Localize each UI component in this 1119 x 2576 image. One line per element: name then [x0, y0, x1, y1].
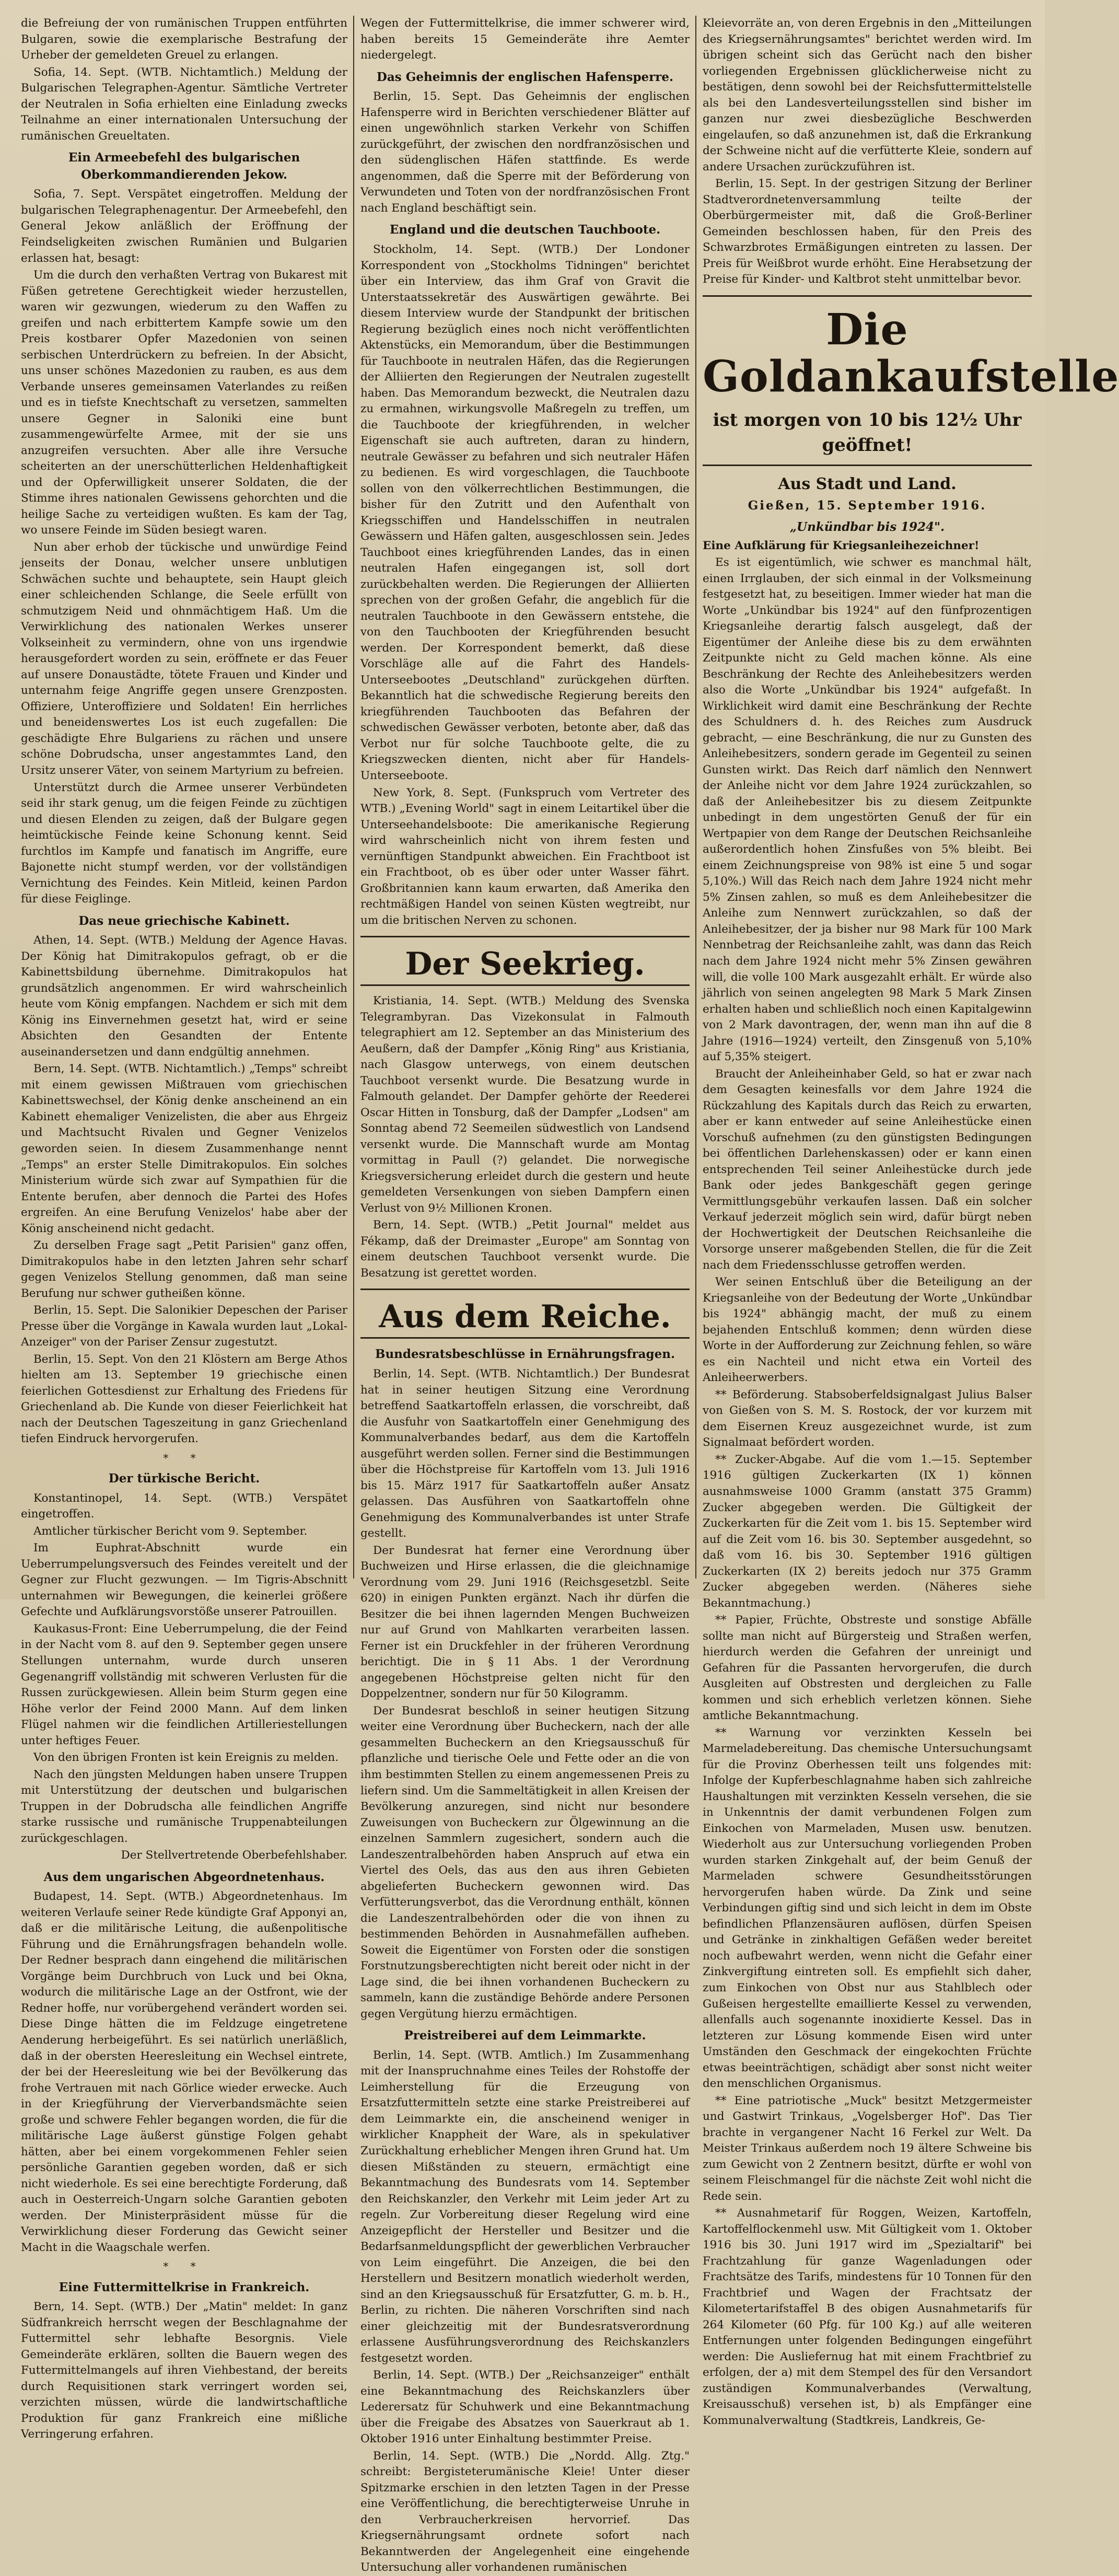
paragraph: ** Eine patriotische „Muck" besitzt Metzgermeister und Gastwirt Trinkaus, „Vogelsberger Hof". Das Tier brachte in vergangener Nacht 16 Ferkel zur Welt. Da Meister Trinkaus außerdem noch 19 ältere Schweine bis zum Gewicht von 2 Zentnern besitzt, dürfte er wohl von seinem Fleischmangel für die nächste Zeit wohl nicht die Rede sein. — [703, 2094, 1032, 2203]
paragraph: Amtlicher türkischer Bericht vom 9. September. — [33, 1524, 308, 1538]
column-rule — [353, 16, 354, 1579]
paragraph: ** Beförderung. Stabsoberfeldsignalgast Julius Balser von Gießen von S. M. S. Rostock, der vor kurzem mit dem Eisernen Kreuz ausgezeichnet wurde, ist zum Signalmaat befördert worden. — [703, 1388, 1032, 1449]
paragraph: Berlin, 14. Sept. (WTB. Nichtamtlich.) Der Bundesrat hat in seiner heutigen Sitzung eine Verordnung betreffend Saatkartoffeln erlassen, die vorschreibt, daß die Ausfuhr von Saatkartoffeln einer Genehmigung des Kommunalverbandes bedarf, aus dem die Kartoffeln ausgeführt werden sollen. Ferner sind die Bestimmungen über die Höchstpreise für Kartoffeln vom 13. Juli 1916 bis 15. März 1917 für Saatkartoffeln außer Ansatz gelassen. Das Ausführen von Saatkartoffeln ohne Genehmigung des Kommunalverbandes ist unter Strafe gestellt. — [360, 1367, 690, 1540]
column-rule — [695, 16, 696, 1579]
paragraph: Kaukasus-Front: Eine Ueberrumpelung, die der Feind in der Nacht vom 8. auf den 9. September gegen unsere Stellungen unternahm, wurde durch unseren Gegenangriff vollständig mit schweren Verlusten für die Russen zurückgewiesen. Allein beim Sturm gegen eine Höhe verlor der Feind 2000 Mann. Auf dem linken Flügel nahmen wir die feindlichen Artilleriestellungen unter heftiges Feuer. — [21, 1622, 347, 1747]
paragraph: Berlin, 14. Sept. (WTB.) Der „Reichsanzeiger" enthält eine Bekanntmachung des Reichskanzlers über Lederersatz für Schuhwerk und eine Bekanntmachung über die Freigabe des Absatzes von Sauerkraut ab 1. Oktober 1916 unter Einhaltung bestimmter Preise. — [360, 2369, 690, 2446]
headline: Das neue griechische Kabinett. — [78, 913, 290, 928]
paragraph: ** Zucker-Abgabe. Auf die vom 1.—15. September 1916 gültigen Zuckerkarten (IX 1) können ausnahmsweise 1000 Gramm (anstatt 375 Gramm) Zucker abgegeben werden. Die Gültigkeit der Zuckerkarten für die Zeit vom 1. bis 15. September wird auf die Zeit vom 16. bis 30. September ausgedehnt, so daß vom 16. bis 30. September 1916 gültigen Zuckerkarten (IX 2) bereits jedoch nur 375 Gramm Zucker abgegeben werden. (Näheres siehe Bekanntmachung.) — [703, 1453, 1032, 1610]
headline: England und die deutschen Tauchboote. — [389, 223, 661, 237]
advertisement — [703, 295, 1119, 466]
paragraph: Athen, 14. Sept. (WTB.) Meldung der Agence Havas. Der König hat Dimitrakopulos gefragt, ob er die Kabinettsbildung übernehme. Dimitrakopulos hat grundsätzlich angenommen. Er wird wahrscheinlich heute vom König empfangen. Nachdem er sich mit dem König ins Einvernehmen gesetzt hat, wird er seine Absichten den Gesandten der Entente auseinandersetzen und dann endgültig annehmen. — [21, 934, 347, 1059]
paragraph: Konstantinopel, 14. Sept. (WTB.) Verspätet eingetroffen. — [21, 1491, 347, 1521]
section-title: Aus Stadt und Land. — [778, 474, 957, 493]
paragraph: Berlin, 14. Sept. (WTB. Amtlich.) Im Zusammenhang mit der Inanspruchnahme eines Teiles der Rohstoffe der Leimherstellung für die Erzeugung von Ersatzfuttermitteln setzte eine starke Preistreiberei auf dem Leimmarkte ein, die anscheinend weniger in wirklicher Knappheit der Ware, als in spekulativer Zurückhaltung erheblicher Mengen ihren Grund hat. Um diesen Mißständen zu steuern, ermächtigt eine Bekanntmachung des Bundesrats vom 14. September den Reichskanzler, den Verkehr mit Leim jeder Art zu regeln. Zur Vorbereitung dieser Regelung wird eine Anzeigepflicht der Hersteller und Besitzer und die Bedarfsanmeldungspflicht der gewerblichen Verbraucher von Leim eingeführt. Die Anzeigen, die bei den Herstellern und Besitzern monatlich wiederholt werden, sind an den Kriegsausschuß für Ersatzfutter, G. m. b. H., Berlin, zu richten. Die näheren Vorschriften sind nach einer gleichzeitig mit der Bundesratsverordnung erlassene Ausführungsverordnung des Reichskanzlers festgesetzt worden. — [360, 2048, 690, 2365]
paragraph: Der Bundesrat hat ferner eine Verordnung über Buchweizen und Hirse erlassen, die die gleichnamige Verordnung vom 29. Juni 1916 (Reichsgesetzbl. Seite 620) in einigen Punkten ergänzt. Nach ihr dürfen die Besitzer die bei ihnen lagernden Mengen Buchweizen nur auf Grund von Mahlkarten verarbeiten lassen. Ferner ist ein Druckfehler in der früheren Verordnung berichtigt. Die in § 11 Abs. 1 der Verordnung angegebenen Höchstpreise gelten nicht für den Doppelzentner, sondern nur für 50 Kilogramm. — [360, 1544, 690, 1701]
paragraph: New York, 8. Sept. (Funkspruch vom Vertreter des WTB.) „Evening World" sagt in einem Leitartikel über die Unterseehandelsboote: Die amerikanische Regierung wird wahrscheinlich nicht von ihrem festen und vernünftigen Standpunkt abweichen. Ein Frachtboot ist ein Frachtboot, ob es über oder unter Wasser fährt. Großbritannien kann kaum erwarten, daß Amerika den rechtmäßigen Handel von seinen Küsten wegtreibt, nur um die britischen Nerven zu schonen. — [360, 786, 690, 927]
paragraph: Um die durch den verhaßten Vertrag von Bukarest mit Füßen getretene Gerechtigkeit wieder herzustellen, waren wir gezwungen, wiederum zu den Waffen zu greifen und nach erbittertem Kampfe sowie um den Preis kostbarer Opfer Mazedonien von seinen serbischen Unterdrückern zu befreien. In der Absicht, uns unser schönes Mazedonien zu rauben, es aus dem Verbande unseres gemeinsamen Vaterlandes zu reißen und es in tiefste Knechtschaft zu versetzen, sammelten unsere Gegner in Saloniki eine bunt zusammengewürfelte Armee, mit der sie uns anzugreifen versuchten. Aber alle ihre Versuche scheiterten an der unerschütterlichen Heldenhaftigkeit und der Opferwilligkeit unserer Soldaten, die der Stimme ihres nationalen Gewissens gehorchten und die heilige Sache zu verteidigen wußten. Es kam der Tag, wo unsere Feinde im Süden besiegt waren. — [21, 269, 347, 537]
headline: Ein Armeebefehl des bulgarischen Oberkommandierenden Jekow. — [68, 150, 300, 182]
paragraph: die Befreiung der von rumänischen Truppen entführten Bulgaren, sowie die exemplarische Bestrafung der Urheber der gemeldeten Greuel zu erlangen. — [21, 17, 347, 62]
paragraph: Braucht der Anleiheinhaber Geld, so hat er zwar nach dem Gesagten keinesfalls vor dem Jahre 1924 die Rückzahlung des Kapitals durch das Reich zu erwarten, aber er kann entweder auf seine Anleihestücke einen Vorschuß aufnehmen (zu den günstigsten Bedingungen bei öffentlichen Darlehenskassen) oder er kann einen entsprechenden Teil seiner Anleihestücke durch jede Bank oder jedes Bankgeschäft gegen geringe Vermittlungsgebühr verkaufen lassen. Daß ein solcher Verkauf jederzeit möglich sein wird, dafür bürgt neben der Hochwertigkeit der Deutschen Reichsanleihe die Vorsorge unserer maßgebenden Stellen, die für die Zeit nach dem Friedensschlusse getroffen werden. — [703, 1067, 1032, 1272]
headline: Bundesratsbeschlüsse in Ernährungsfragen. — [375, 1347, 675, 1362]
ad-subtitle: ist morgen von 10 bis 12½ Uhr geöffnet! — [713, 410, 1022, 456]
paragraph: Berlin, 15. Sept. Das Geheimnis der englischen Hafensperre wird in Berichten verschiedener Blätter auf einen ungewöhnlich starken Verkehr von Schiffen zurückgeführt, der zwischen den nordfranzösischen und den südenglischen Häfen stattfinde. Es werde angenommen, daß die Sperre mit der Beförderung von Verwundeten und Toten von der nordfranzösischen Front nach England beschäftigt sein. — [360, 90, 690, 215]
paragraph: Nun aber erhob der tückische und unwürdige Feind jenseits der Donau, welcher unsere unblutigen Schwächen suchte und behauptete, sein Haupt gleich einer schleichenden Schlange, die Seele erfüllt von schmutzigem Neid und ohnmächtigem Haß. Um die Verwirklichung des nationalen Werkes unserer Volkseinheit zu vermindern, ohne von uns irgendwie herausgefordert worden zu sein, eröffnete er das Feuer auf unsere Donaustädte, tötete Frauen und Kinder und unternahm feige Angriffe gegen unsere Grenzposten. Offiziere, Unteroffiziere und Soldaten! Ein herrliches und beneidenswertes Los ist euch zugefallen: Die geschädigte Ehre Bulgariens zu rächen und unsere schöne Dobrudscha, unser angestammtes Land, den Ursitz unserer Väter, von seinem Martyrium zu befreien. — [21, 540, 347, 777]
headline: Das Geheimnis der englischen Hafensperre. — [376, 69, 674, 84]
section-title: Aus dem Reiche. — [379, 1298, 671, 1336]
paragraph: Kleievorräte an, von deren Ergebnis in den „Mitteilungen des Kriegsernährungsamtes" berichtet werden wird. Im übrigen scheint sich das Gerücht nach den bisher vorliegenden Ergebnissen glücklicherweise nicht zu bestätigen, denn sowohl bei der Reichsfuttermittelstelle als bei den Landesverteilungsstellen sind bisher im ganzen nur zwei diesbezügliche Beschwerden eingelaufen, so daß anzunehmen ist, daß die Erkrankung der Schweine nicht auf die verfütterte Kleie, sondern auf andere Ursachen zurückzuführen ist. — [703, 17, 1032, 173]
paragraph: Sofia, 14. Sept. (WTB. Nichtamtlich.) Meldung der Bulgarischen Telegraphen-Agentur. Sämtliche Vertreter der Neutralen in Sofia erhielten eine Einladung zwecks Teilnahme an einer internationalen Untersuchung der rumänischen Greueltaten. — [21, 65, 347, 143]
paragraph: Der Bundesrat beschloß in seiner heutigen Sitzung weiter eine Verordnung über Bucheckern, nach der alle gesammelten Bucheckern an den Kriegsausschuß für pflanzliche und tierische Oele und Fette oder an die von ihm bestimmten Stellen zu einem angemessenen Preis zu liefern sind. Um die Sammeltätigkeit in allen Kreisen der Bevölkerung anzuregen, sind nicht nur besondere Zuweisungen von Bucheckern zur Ölgewinnung an die einzelnen Sammlern zugesichert, sondern auch die Landeszentralbehörden haben Anspruch auf etwa ein Viertel des Oels, das aus den aus ihren Gebieten abgelieferten Bucheckern gewonnen wird. Das Verfütterungsverbot, das die Verordnung enthält, können die Landeszentralbehörden oder die von ihnen zu bestimmenden Behörden in Ausnahmefällen aufheben. Soweit die Eigentümer von Forsten oder die sonstigen Forstnutzungsberechtigten nicht bereit oder nicht in der Lage sind, die bei ihnen vorhandenen Bucheckern zu sammeln, kann die zuständige Behörde andere Personen gegen Vergütung hierzu ermächtigen. — [360, 1704, 690, 2021]
paragraph: Von den übrigen Fronten ist kein Ereignis zu melden. — [33, 1751, 339, 1765]
headline: Preistreiberei auf dem Leimmarkte. — [404, 2028, 646, 2043]
paragraph: Unterstützt durch die Armee unserer Verbündeten seid ihr stark genug, um die feigen Feinde zu züchtigen und diesen Elenden zu zeigen, daß der Bulgare gegen heimtückische Feinde keine Schonung kennt. Seid furchtlos im Kampfe und fanatisch im Angriffe, eure Bajonette nicht stumpf werden, vor der vollständigen Vernichtung des Feindes. Kein Mitleid, keinen Pardon für diese Feiglinge. — [21, 781, 347, 906]
ad-title: Die Goldankaufstelle — [703, 304, 1119, 402]
column-2 — [360, 16, 690, 2574]
paragraph: Kristiania, 14. Sept. (WTB.) Meldung des Svenska Telegrambyran. Das Vizekonsulat in Falmouth telegraphiert am 12. September an das Ministerium des Aeußern, daß der Dampfer „König Ring" aus Kristiania, nach Glasgow unterwegs, von einem deutschen Tauchboot versenkt wurde. Die Besatzung wurde in Falmouth gelandet. Der Dampfer gehörte der Reederei Oscar Hitten in Tonsburg, daß der Dampfer „Lodsen" am Sonntag abend 72 Seemeilen südwestlich von Landsend versenkt wurde. Die Mannschaft wurde am Montag vormittag in Paull (?) gelandet. Die norwegische Kriegsversicherung erleidet durch die gestern und heute gemeldeten Versenkungen von sieben Dampfern einen Verlust von 9½ Millionen Kronen. — [360, 994, 690, 1215]
paragraph: Im Euphrat-Abschnitt wurde ein Ueberrumpelungsversuch des Feindes vereitelt und der Gegner zur Flucht gezwungen. — Im Tigris-Abschnitt unternahmen wir Bewegungen, die keinerlei größere Gefechte und Aufklärungsvorstöße unserer Patrouillen. — [21, 1541, 347, 1619]
dateline: Gießen, 15. September 1916. — [748, 498, 987, 513]
section-banner — [360, 1289, 690, 1339]
headline: „Unkündbar bis 1924". — [789, 519, 945, 534]
paragraph: Zu derselben Frage sagt „Petit Parisien" ganz offen, Dimitrakopulos habe in den letzten Jahren sehr scharf gegen Venizelos Stellung genommen, daß man seine Berufung nur schwer gutheißen könne. — [21, 1239, 347, 1300]
paragraph: Berlin, 14. Sept. (WTB.) Die „Nordd. Allg. Ztg." schreibt: Bergisteterumänische Kleie! Unter dieser Spitzmarke erschien in den letzten Tagen in der Presse eine Veröffentlichung, die berechtigterweise Unruhe in den Verbraucherkreisen hervorrief. Das Kriegsernährungsamt ordnete sofort nach Bekanntwerden der Angelegenheit eine eingehende Untersuchung aller vorhandenen rumänischen — [360, 2449, 690, 2574]
paragraph: Bern, 14. Sept. (WTB.) Der „Matin" meldet: In ganz Südfrankreich herrscht wegen der Beschlagnahme der Futtermittel sehr lebhafte Besorgnis. Viele Gemeinderäte erklären, sollten die Bauern wegen des Futtermittelmangels auf ihren Viehbestand, der bereits durch Requisitionen stark verringert worden sei, verzichten müssen, würde die landwirtschaftliche Produktion für ganz Frankreich eine mißliche Verringerung erfahren. — [21, 2300, 347, 2441]
paragraph: Wegen der Futtermittelkrise, die immer schwerer wird, haben bereits 15 Gemeinderäte ihre Aemter niedergelegt. — [360, 17, 690, 62]
paragraph: Der Stellvertretende Oberbefehlshaber. — [121, 1849, 347, 1862]
paragraph: Eine Aufklärung für Kriegsanleihezeichner! — [703, 539, 980, 552]
column-1 — [21, 16, 347, 2441]
paragraph: Sofia, 7. Sept. Verspätet eingetroffen. Meldung der bulgarischen Telegraphenagentur. Der Armeebefehl, den General Jekow anläßlich der Eröffnung der Feindseligkeiten zwischen Rumänien und Bulgarien erlassen hat, besagt: — [21, 188, 347, 265]
paragraph: Nach den jüngsten Meldungen haben unsere Truppen mit Unterstützung der deutschen und bulgarischen Truppen in der Dobrudscha alle feindlichen Angriffe starke russische und rumänische Truppenabteilungen zurückgeschlagen. — [21, 1768, 347, 1845]
separator: * * — [163, 2260, 205, 2273]
section-banner — [360, 936, 690, 986]
paragraph: Stockholm, 14. Sept. (WTB.) Der Londoner Korrespondent von „Stockholms Tidningen" berichtet über ein Interview, das ihm Graf von Gravit die Unterstaatssekretär des Auswärtigen gewährte. Bei diesem Interview wurde der Standpunkt der britischen Regierung bezüglich eines noch nicht veröffentlichten Aktenstücks, ein Memorandum, über die Bestimmungen für Tauchboote in neutralen Häfen, das die Regierungen der Alliierten den Regierungen der Neutralen zugestellt haben. Das Memorandum bezweckt, die Neutralen dazu zu ermahnen, wirkungsvolle Maßregeln zu treffen, um die Tauchboote der kriegführenden, in welcher Eigenschaft sie auch auftreten, daran zu hindern, neutrale Gewässer zu befahren und sich neutraler Häfen zu bedienen. Es wird vorgeschlagen, die Tauchboote sollen von den völkerrechtlichen Bestimmungen, die bisher für den Zutritt und den Aufenthalt von Kriegsschiffen und Handelsschiffen in neutralen Gewässern und Häfen galten, ausgeschlossen sein. Jedes Tauchboot eines kriegführenden Landes, das in einen neutralen Hafen eingegangen ist, soll dort zurückbehalten werden. Die Regierungen der Alliierten sprechen von der großen Gefahr, die angeblich für die neutralen Tauchboote in den Gewässern entstehe, die von den Tauchbooten der Kriegführenden besucht werden. Der Korrespondent bemerkt, daß diese Vorschläge alle auf die Fahrt des Handels-Unterseebootes „Deutschland" zurückgehen dürften. Bekanntlich hat die schwedische Regierung bereits den kriegführenden Tauchbooten das Befahren der schwedischen Gewässer verboten, betonte aber, daß das Verbot nur für solche Tauchboote gelte, die zu Kriegszwecken dienten, nicht aber für Handels-Unterseeboote. — [360, 242, 690, 782]
paragraph: Berlin, 15. Sept. Die Salonikier Depeschen der Pariser Presse über die Vorgänge in Kawala wurden laut „Lokal-Anzeiger" von der Pariser Zensur zugestutzt. — [21, 1304, 347, 1349]
headline: Der türkische Bericht. — [108, 1471, 260, 1486]
paragraph: Bern, 14. Sept. (WTB. Nichtamtlich.) „Temps" schreibt mit einem gewissen Mißtrauen vom griechischen Kabinettswechsel, der König denke anscheinend an ein Kabinett ehemaliger Venizelisten, die aber aus Ehrgeiz und Machtsucht Rivalen und Gegner Venizelos geworden seien. In diesem Zusammenhange nennt „Temps" an erster Stelle Dimitrakopulos. Ein solches Ministerium würde sich zwar auf Sympathien für die Entente berufen, aber dennoch die Partei des Hofes ergreifen. An eine Berufung Venizelos' habe aber der König anscheinend nicht gedacht. — [21, 1062, 347, 1235]
paragraph: Berlin, 15. Sept. In der gestrigen Sitzung der Berliner Stadtverordnetenversammlung teilte der Oberbürgermeister mit, daß die Groß-Berliner Gemeinden beschlossen haben, für den Preis des Schwarzbrotes Ermäßigungen eintreten zu lassen. Der Preis für Weißbrot wurde erhöht. Eine Herabsetzung der Preise für Kinder- und Kaltbrot steht unmittelbar bevor. — [703, 177, 1032, 286]
section-title: Der Seekrieg. — [405, 946, 645, 983]
paragraph: ** Papier, Früchte, Obstreste und sonstige Abfälle sollte man nicht auf Bürgersteig und Straßen werfen, hierdurch werden die Gefahren der unreinigt und Gefahren für die Passanten hervorgerufen, die durch Ausgleiten auf Obstresten und dergleichen zu Falle kommen und sich erheblich verletzen können. Siehe amtliche Bekanntmachung. — [703, 1614, 1032, 1723]
headline: Aus dem ungarischen Abgeordnetenhaus. — [43, 1870, 325, 1884]
paragraph: Budapest, 14. Sept. (WTB.) Abgeordnetenhaus. Im weiteren Verlaufe seiner Rede kündigte Graf Apponyi an, daß er die militärische Leitung, die außenpolitische Führung und die Ernährungsfragen behandeln wolle. Der Redner besprach dann eingehend die militärischen Vorgänge beim Durchbruch von Luck und bei Okna, wodurch die militärische Lage an der Ostfront, wie der Redner hoffe, nur vorübergehend verändert worden sei. Diese Dinge hätten die im Feldzuge eingetretene Aenderung herbeigeführt. Es sei natürlich unerläßlich, daß in der obersten Heeresleitung ein Wechsel eintrete, der bei der Heeresleitung wie bei der Bevölkerung das frohe Vertrauen mit nach Görlice wieder erwecke. Auch in der Kriegführung der Vierverbandsmächte seien große und schwere Fehler begangen worden, die für die militärische Lage äußerst günstige Folgen gehabt hätten, aber bei einem vorgekommenen Fehler seien persönliche Garantien gegeben worden, daß er sich nicht wiederhole. Es sei eine berechtigte Forderung, daß auch in Oesterreich-Ungarn solche Garantien geboten werden. Der Ministerpräsident müsse für die Verwirklichung dieser Forderung das Gewicht seiner Macht in die Waagschale werfen. — [21, 1890, 347, 2254]
headline: Eine Futtermittelkrise in Frankreich. — [59, 2280, 310, 2294]
paragraph: Berlin, 15. Sept. Von den 21 Klöstern am Berge Athos hielten am 13. September 19 griechische einen feierlichen Gottesdienst zur Erhaltung des Friedens für Griechenland ab. Die Kunde von dieser Feierlichkeit hat nach der Deutschen Tageszeitung in ganz Griechenland tiefen Eindruck hervorgerufen. — [21, 1352, 347, 1446]
separator: * * — [163, 1451, 205, 1464]
paragraph: ** Ausnahmetarif für Roggen, Weizen, Kartoffeln, Kartoffelflockenmehl usw. Mit Gültigkeit vom 1. Oktober 1916 bis 30. Juni 1917 wird im „Spezialtarif" bei Frachtzahlung für ganze Wagenladungen oder Frachtsätze des Tarifs, mindestens für 10 Tonnen für den Frachtbrief und Wagen der Frachtsatz der Kilometertarifstaffel B des obigen Ausnahmetarifs für 264 Kilometer (60 Pfg. für 100 Kg.) auf alle weiteren Entfernungen unter folgenden Bedingungen eingeführt werden: Die Ausliefernug hat mit einem Frachtbrief zu erfolgen, der a) mit dem Stempel des für den Versandort zuständigen Kommunalverbandes (Verwaltung, Kreisausschuß) versehen ist, b) als Empfänger eine Kommunalverwaltung (Stadtkreis, Landkreis, Ge- — [703, 2207, 1032, 2427]
paragraph: Wer seinen Entschluß über die Beteiligung an der Kriegsanleihe von der Bedeutung der Worte „Unkündbar bis 1924" abhängig macht, der muß zu einem bejahenden Entschluß kommen; denn würden diese Worte in der Aufforderung zur Zeichnung fehlen, so wäre es ein Nachteil und nicht etwa ein Vorteil des Anleiheerwerbers. — [703, 1275, 1032, 1385]
paragraph: Es ist eigentümlich, wie schwer es manchmal hält, einen Irrglauben, der sich einmal in der Volksmeinung festgesetzt hat, zu beseitigen. Immer wieder hat man die Worte „Unkündbar bis 1924" auf den fünfprozentigen Kriegsanleihe derartig falsch ausgelegt, daß der Eigentümer der Anleihe diese bis zu dem erwähnten Zeitpunkte nicht zu Geld machen könne. Als eine Beschränkung der Rechte des Anleihebesitzers werden also die Worte „Unkündbar bis 1924" aufgefaßt. In Wirklichkeit wird damit eine Beschränkung der Rechte des Schuldners d. h. des Reiches zum Ausdruck gebracht, — eine Beschränkung, die nur zu Gunsten des Anleihebesitzers, sondern gerade im Gegenteil zu seinen Gunsten wirkt. Das Reich darf nämlich den Nennwert der Anleihe nicht vor dem Jahre 1924 zurückzahlen, so daß der Anleihebesitzer bis zu diesem Zeitpunkte unbedingt in dem ungestörten Genuß der für ein Wertpapier von dem Range der Deutschen Reichsanleihe außerordentlich hohen Zinsfußes von 5% bleibt. Bei einem Zeichnungspreise von 98% ist eine 5 und sogar 5,10%.) Will das Reich nach dem Jahre 1924 nicht mehr 5% Zinsen zahlen, so muß es dem Anleihebesitzer die Anleihe zum Nennwert zurückzahlen, so daß der Anleihebesitzer, der ja bisher nur 98 Mark für 100 Mark Nennbetrag der Reichsanleihe zahlt, was dann das Reich nach dem Jahre 1924 nicht mehr 5% Zinsen gewähren will, die volle 100 Mark ausgezahlt erhält. Er würde also jährlich von seinen angelegten 98 Mark 5 Mark Zinsen erhalten haben und schließlich noch einen Kapitalgewinn von 2 Mark davontragen, der, wenn man ihn auf die 8 Jahre (1916—1924) verteilt, den Zinsgenuß von 5,10% auf 5,35% steigert. — [703, 556, 1032, 1064]
column-3 — [703, 16, 1119, 2427]
paragraph: ** Warnung vor verzinkten Kesseln bei Marmeladebereitung. Das chemische Untersuchungsamt für die Provinz Oberhessen teilt uns folgendes mit: Infolge der Kupferbeschlagnahme haben sich zahlreiche Haushaltungen mit verzinkten Kesseln versehen, die sie in Unkenntnis der damit verbundenen Folgen zum Einkochen von Marmeladen, Musen usw. benutzen. Wiederholt aus zur Untersuchung vorliegenden Proben wurden starken Zinkgehalt auf, der beim Genuß der Marmeladen schwere Gesundheitsstörungen hervorgerufen haben würde. Da Zink und seine Verbindungen giftig sind und sich leicht in dem im Obste befindlichen Pflanzensäuren auflösen, dürfen Speisen und Getränke in zinkhaltigen Gefäßen weder bereitet noch aufbewahrt werden, wenn nicht die Gefahr einer Zinkvergiftung eintreten soll. Es empfiehlt sich daher, zum Einkochen von Obst nur aus Stahlblech oder Gußeisen hergestellte emaillierte Kessel zu verwenden, allenfalls auch sogenannte inoxidierte Kessel. Das in letzteren zur Lösung kommende Eisen wird unter Umständen den Geschmack der eingekochten Früchte etwas beeinträchtigen, schädigt aber sonst nicht weiter den menschlichen Organismus. — [703, 1726, 1032, 2091]
paragraph: Bern, 14. Sept. (WTB.) „Petit Journal" meldet aus Fékamp, daß der Dreimaster „Europe" am Sonntag von einem deutschen Tauchboot versenkt wurde. Die Besatzung ist gerettet worden. — [360, 1219, 690, 1280]
